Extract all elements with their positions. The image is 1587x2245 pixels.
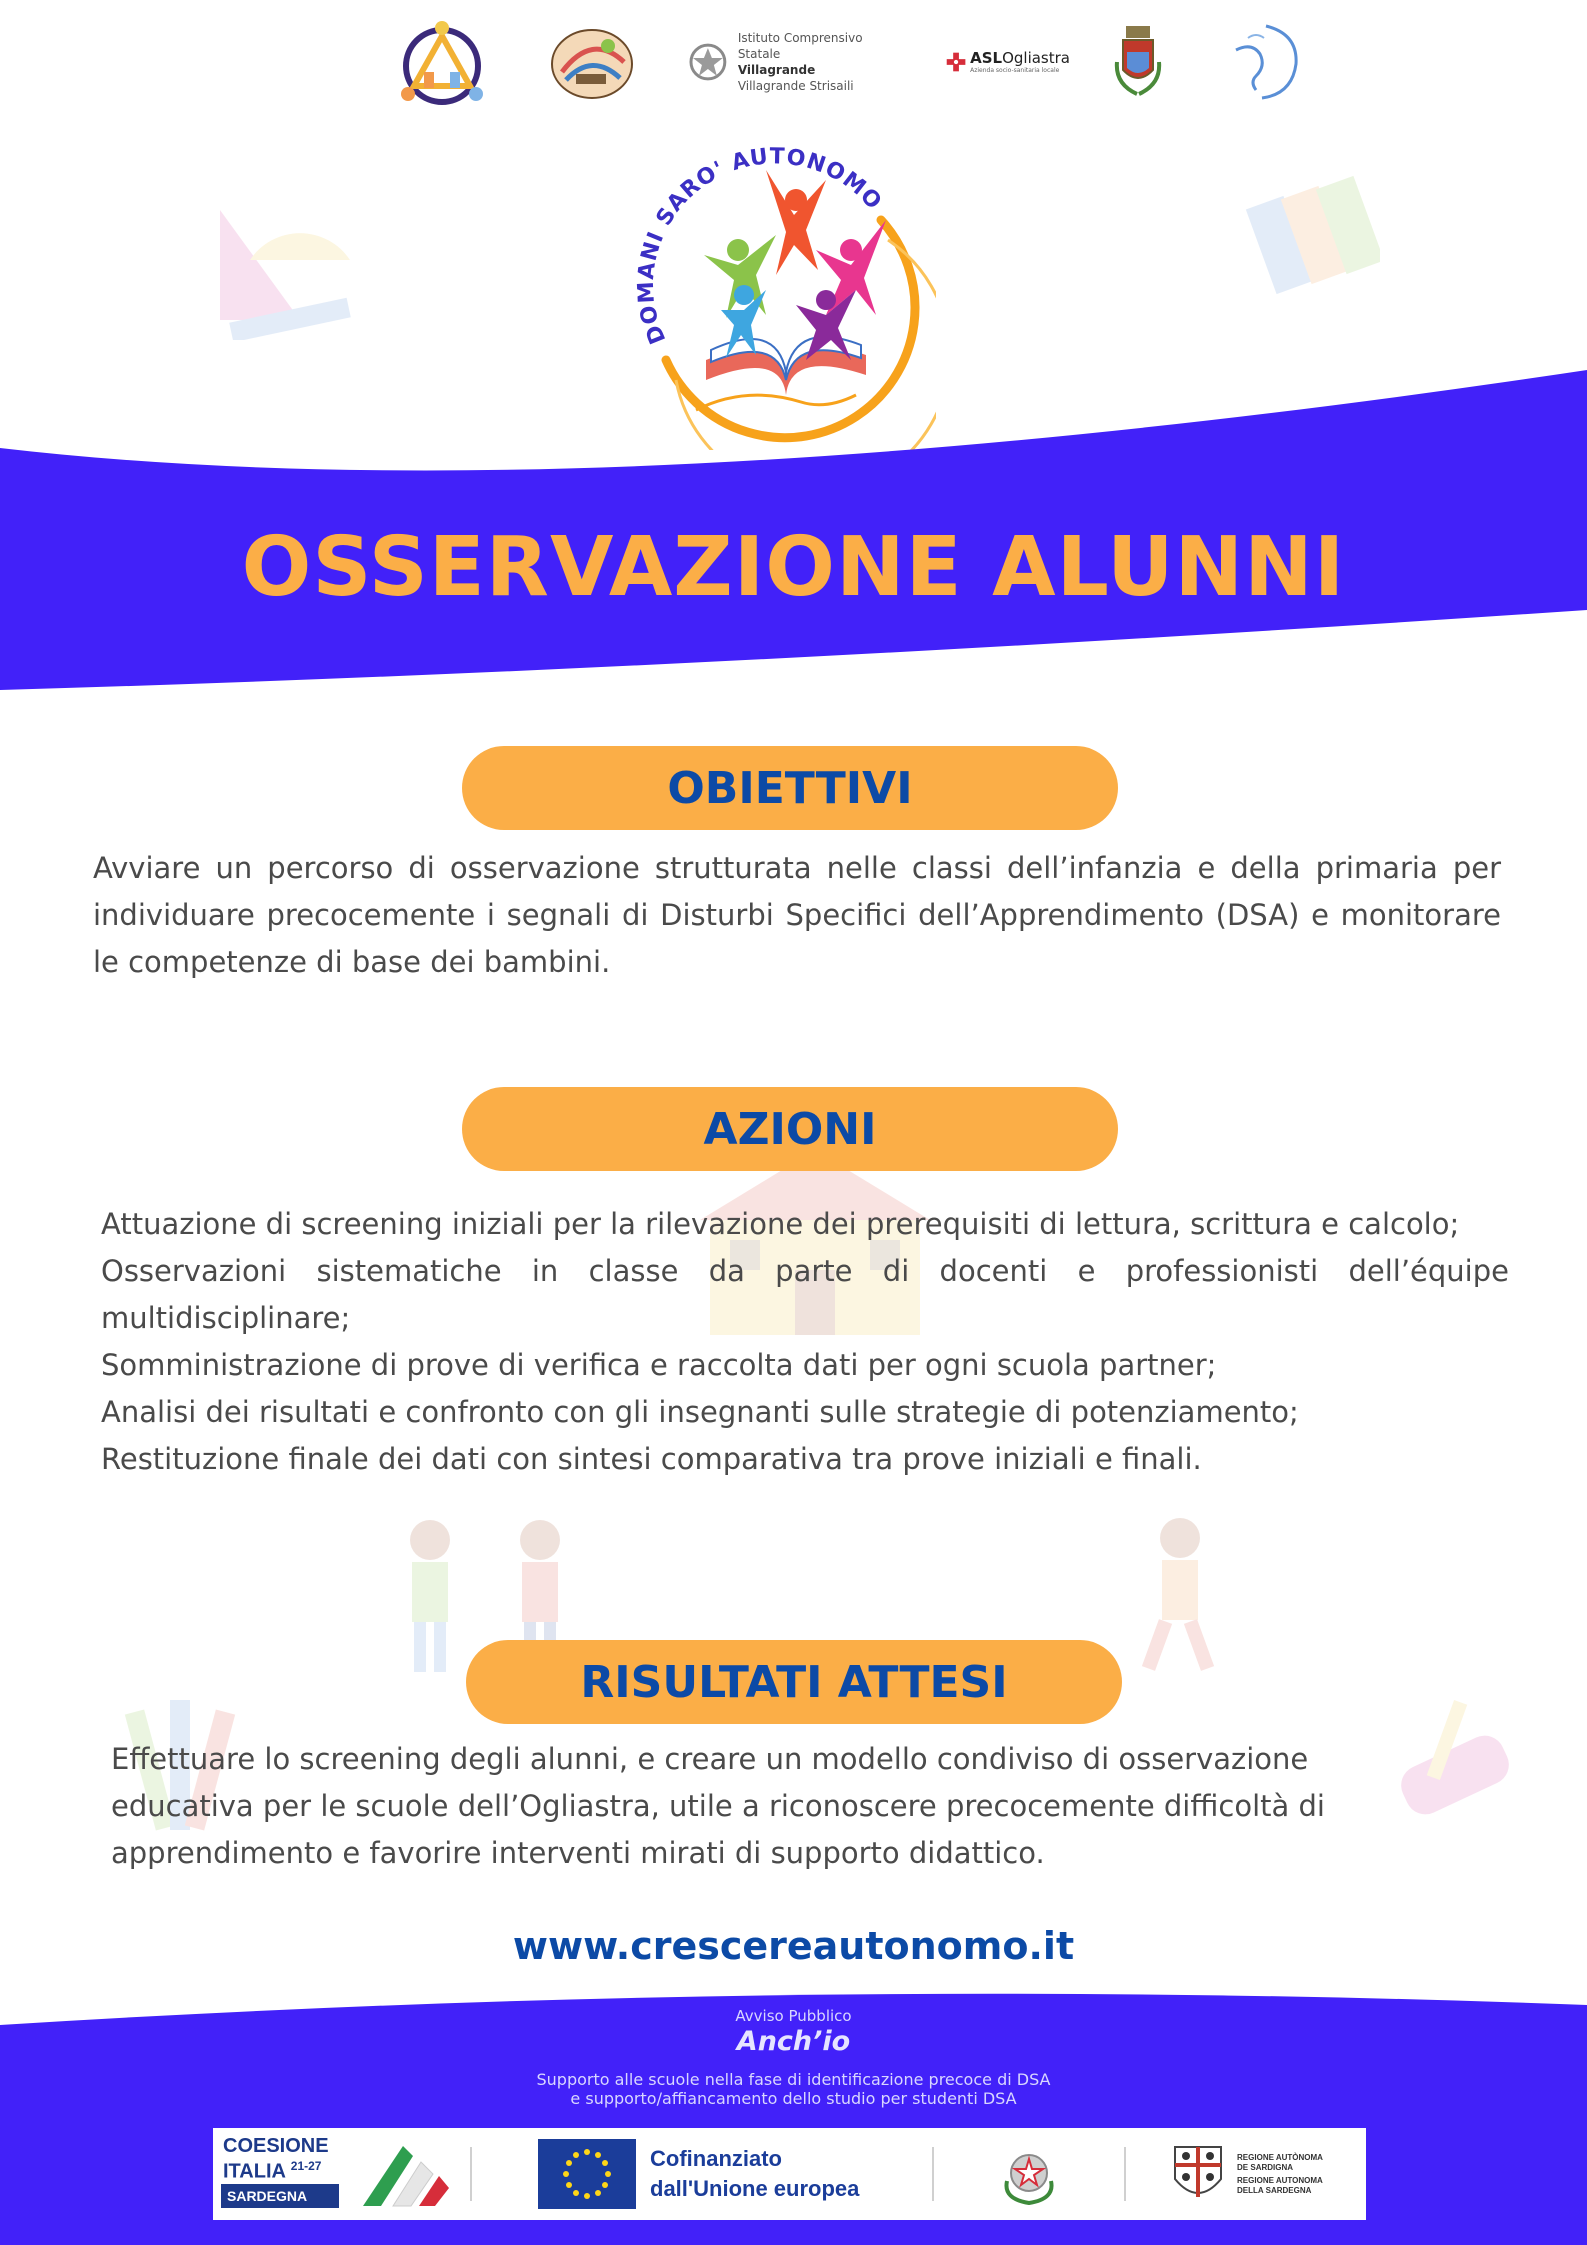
istituto-comprensivo-logo (688, 14, 908, 110)
coesione-period: 21-27 (290, 2159, 322, 2173)
asl-brand-rest: Ogliastra (1002, 48, 1070, 67)
support-line: e supporto/affiancamento dello studio per studenti DSA (570, 2089, 1017, 2108)
risultati-line: Effettuare lo screening degli alunni, e creare un modello condiviso di osservazione (111, 1742, 1309, 1776)
eu-line-1: Cofinanziato (650, 2146, 782, 2171)
regione-sardegna-logo (1126, 2128, 1366, 2220)
jumping-figure-green-icon (704, 235, 776, 318)
azioni-item: Osservazioni sistematiche in classe da parte di docenti e professionisti dell’équipe multidisciplinare; (101, 1254, 1509, 1335)
coesione-region: SARDEGNA (221, 2184, 339, 2208)
school-crest-logo (544, 14, 640, 110)
asl-subtitle: Azienda socio-sanitaria locale (970, 66, 1060, 74)
coesione-italia-logo (213, 2128, 470, 2220)
azioni-item: Attuazione di screening iniziali per la rilevazione dei prerequisiti di lettura, scrittura e calcolo; (101, 1207, 1460, 1241)
notice-label: Avviso Pubblico (735, 2007, 852, 2025)
project-logo-text: DOMANI SARO' AUTONOMO (633, 144, 887, 348)
ruler-protractor-illustration (210, 200, 360, 340)
website-link[interactable]: www.crescereautonomo.it (512, 1924, 1075, 1968)
istituto-line-1: Istituto Comprensivo Statale (737, 31, 863, 61)
azioni-list (101, 1201, 1509, 1483)
italian-republic-emblem (934, 2128, 1124, 2220)
sardegna-crest-icon (1169, 2139, 1227, 2209)
asl-cross-icon (946, 47, 966, 77)
asl-brand: ASL (970, 48, 1003, 67)
eu-flag-icon (538, 2139, 636, 2209)
eu-line-2: dall'Unione europea (650, 2176, 860, 2201)
support-line: Supporto alle scuole nella fase di identificazione precoce di DSA (536, 2070, 1051, 2089)
istituto-line-2: Villagrande (737, 63, 816, 77)
sardegna-line: DE SARDIGNA (1237, 2162, 1294, 2172)
obiettivi-heading: OBIETTIVI (462, 746, 1118, 830)
running-child-illustration (1120, 1510, 1250, 1680)
eu-cofinanced-logo (472, 2128, 932, 2220)
istituto-line-3: Villagrande Strisaili (737, 79, 854, 93)
azioni-heading: AZIONI (462, 1087, 1118, 1171)
asl-ogliastra-logo (946, 14, 1070, 110)
municipal-coat-of-arms (1110, 14, 1166, 110)
coesione-line-2: ITALIA (223, 2160, 286, 2183)
azioni-item: Restituzione finale dei dati con sintesi comparativa tra prove iniziali e finali. (101, 1442, 1202, 1476)
risultati-line: educativa per le scuole dell’Ogliastra, utile a riconoscere precocemente difficoltà di (111, 1789, 1325, 1823)
risultati-text (111, 1736, 1511, 1877)
coesione-arrows-icon (353, 2136, 453, 2212)
coesione-line-1: COESIONE (223, 2135, 329, 2157)
swirl-logo (1224, 14, 1304, 110)
books-illustration (1240, 160, 1380, 300)
obiettivi-text: Avviare un percorso di osservazione strutturata nelle classi dell’infanzia e della primaria per individuare precocemente i segnali di Disturbi Specifici dell’Apprendimento (DSA) e monitorare le competenze di base dei bambini. (93, 851, 1501, 979)
risultati-heading: RISULTATI ATTESI (466, 1640, 1122, 1724)
azioni-item: Analisi dei risultati e confronto con gli insegnanti sulle strategie di potenziamento; (101, 1395, 1299, 1429)
sardegna-line: REGIONE AUTONOMA (1237, 2175, 1323, 2185)
page-title: OSSERVAZIONE ALUNNI (241, 520, 1346, 615)
azioni-item: Somministrazione di prove di verifica e raccolta dati per ogni scuola partner; (101, 1348, 1217, 1382)
triangle-people-logo (392, 14, 492, 110)
header-logo-strip (0, 0, 1587, 120)
italian-emblem-icon (688, 40, 728, 84)
notice-name: Anch’io (736, 2026, 851, 2057)
funders-bar (213, 2128, 1366, 2220)
sardegna-line: DELLA SARDEGNA (1237, 2185, 1312, 2195)
sardegna-line: REGIONE AUTÒNOMA (1237, 2152, 1323, 2162)
risultati-line: apprendimento e favorire interventi mirati di supporto didattico. (111, 1836, 1045, 1870)
jumping-figure-orange-icon (766, 170, 826, 275)
